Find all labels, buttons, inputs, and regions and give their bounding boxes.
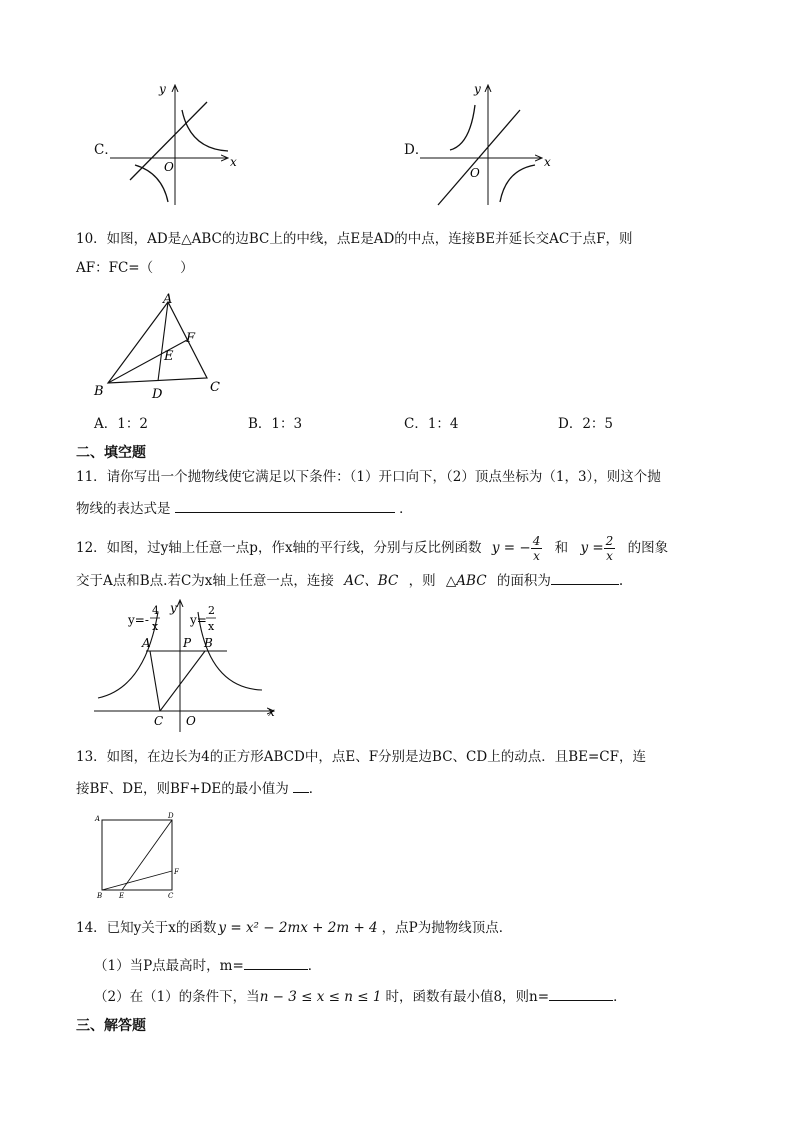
y-label: y (474, 82, 481, 96)
svg-text:x: x (152, 620, 159, 633)
svg-text:C: C (168, 892, 174, 900)
svg-text:B: B (94, 384, 104, 399)
origin-label: O (470, 166, 480, 180)
svg-text:F: F (174, 868, 179, 876)
q14-sub2: （2）在（1）的条件下，当n − 3 ≤ x ≤ n ≤ 1 时，函数有最小值8，则n= ． (94, 986, 627, 1007)
hyperbola-branch-q4 (500, 165, 535, 202)
svg-text:x: x (268, 705, 275, 719)
svg-text:A: A (163, 292, 173, 307)
hyperbola-branch-q2 (450, 105, 475, 150)
q13-line1: 13．如图，在边长为4的正方形ABCD中，点E、F分别是边BC、CD上的动点．且BE=CF，连 (76, 749, 646, 765)
svg-text:D: D (152, 387, 163, 402)
svg-text:C: C (154, 714, 164, 728)
q10-option-c: C．1：4 (404, 416, 459, 432)
svg-text:2: 2 (208, 604, 215, 617)
graph-option-c (110, 82, 250, 210)
svg-text:y=: y= (190, 613, 207, 627)
svg-text:O: O (186, 714, 196, 728)
q12-answer-blank[interactable] (551, 570, 619, 585)
x-label: x (230, 155, 237, 169)
svg-text:E: E (119, 892, 125, 900)
q13-answer-blank[interactable] (293, 778, 309, 793)
q14-sub2-blank[interactable] (549, 986, 613, 1001)
option-d-label: D． (404, 142, 429, 158)
svg-text:B: B (204, 636, 213, 650)
graph-option-d (420, 82, 560, 210)
hyperbola-branch-q1 (182, 110, 228, 151)
q11-line2: 物线的表达式是 ． (76, 498, 413, 519)
q10-triangle-figure (90, 290, 230, 405)
q14-sub1-blank[interactable] (244, 955, 308, 970)
svg-text:y=-: y=- (128, 613, 149, 627)
q10-line2: AF：FC=（ ） (76, 260, 194, 276)
svg-text:C: C (210, 380, 220, 395)
option-c-label: C． (94, 142, 118, 158)
origin-label: O (164, 160, 174, 174)
svg-text:4: 4 (152, 604, 159, 617)
q13-line2: 接BF、DE，则BF+DE的最小值为 ． (76, 778, 322, 799)
q10-option-b: B．1：3 (248, 416, 303, 432)
svg-text:B: B (97, 892, 103, 900)
q10-option-a: A．1：2 (94, 416, 148, 432)
y-label: y (159, 82, 166, 96)
section-heading-answer: 三、解答题 (76, 1018, 146, 1034)
x-label: x (544, 155, 551, 169)
q11-answer-blank[interactable] (175, 498, 395, 513)
svg-text:F: F (186, 331, 196, 346)
svg-text:x: x (208, 620, 215, 633)
q14-sub1: （1）当P点最高时，m= ． (94, 955, 321, 976)
q14-line1: 14．已知y关于x的函数 y = x² − 2mx + 2m + 4 ，点P为抛物线顶点． (76, 920, 513, 936)
svg-text:A: A (142, 636, 151, 650)
svg-text:D: D (168, 812, 174, 820)
svg-text:A: A (95, 815, 101, 823)
q13-square-figure (94, 812, 186, 902)
q12-hyperbola-figure (90, 600, 280, 735)
q12-line2: 交于A点和B点.若C为x轴上任意一点，连接 AC、BC ，则 △ABC 的面积为 . (76, 570, 623, 591)
q10-line1: 10．如图，AD是△ABC的边BC上的中线，点E是AD的中点，连接BE并延长交AC于点F，则 (76, 231, 633, 247)
svg-text:y: y (170, 601, 177, 615)
q11-line1: 11．请你写出一个抛物线使它满足以下条件：（1）开口向下，（2）顶点坐标为（1，3），则这个抛 (76, 469, 661, 485)
svg-text:E: E (164, 349, 174, 364)
svg-text:P: P (183, 636, 192, 650)
section-heading-fill-in: 二、填空题 (76, 445, 146, 461)
q10-option-d: D．2：5 (558, 416, 614, 432)
q12-line1: 12．如图，过y轴上任意一点p，作x轴的平行线，分别与反比例函数 y = − $\frac{4}{x}$ 和 y = $\frac{2}{x}$ 的图象 (76, 534, 669, 563)
